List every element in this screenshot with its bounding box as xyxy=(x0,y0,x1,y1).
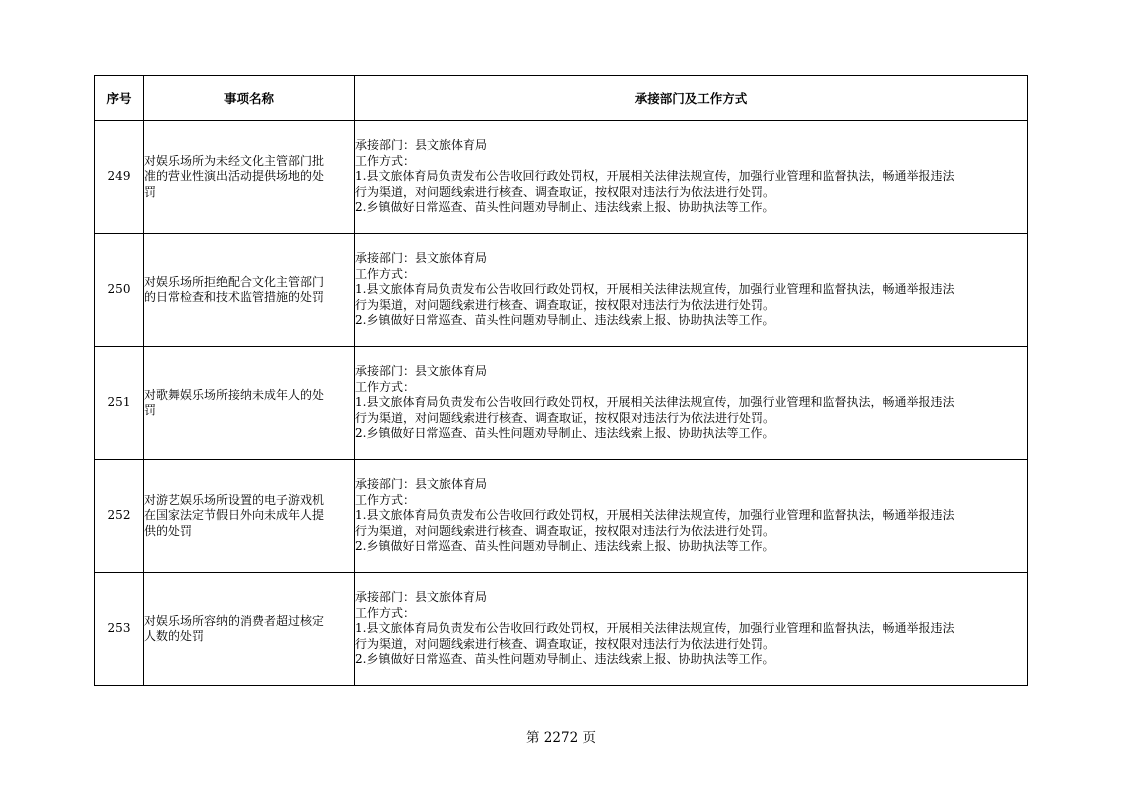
item-line: 对游艺娱乐场所设置的电子游戏机 xyxy=(144,492,325,507)
dept-line: 1.县文旅体育局负责发布公告收回行政处罚权，开展相关法律法规宣传，加强行业管理和监督执法，畅通举报违法 xyxy=(355,508,955,523)
row-seq: 252 xyxy=(95,460,144,573)
row-seq: 253 xyxy=(95,573,144,686)
dept-line: 行为渠道，对问题线索进行核查、调查取证，按权限对违法行为依法进行处罚。 xyxy=(355,297,776,312)
item-line: 对歌舞娱乐场所接纳未成年人的处 xyxy=(144,387,325,402)
dept-line: 工作方式： xyxy=(355,605,416,620)
dept-line: 2.乡镇做好日常巡查、苗头性问题劝导制止、违法线索上报、协助执法等工作。 xyxy=(355,539,775,554)
dept-line: 1.县文旅体育局负责发布公告收回行政处罚权，开展相关法律法规宣传，加强行业管理和监督执法，畅通举报违法 xyxy=(355,621,955,636)
page-number: 第 2272 页 xyxy=(526,730,596,746)
header-row xyxy=(95,76,1028,121)
row-seq: 251 xyxy=(95,347,144,460)
dept-line: 行为渠道，对问题线索进行核查、调查取证，按权限对违法行为依法进行处罚。 xyxy=(355,523,776,538)
dept-line: 2.乡镇做好日常巡查、苗头性问题劝导制止、违法线索上报、协助执法等工作。 xyxy=(355,313,775,328)
item-line: 供的处罚 xyxy=(144,523,193,538)
row-dept-method xyxy=(355,573,1028,686)
item-line: 的日常检查和技术监管措施的处罚 xyxy=(144,290,325,304)
table-row xyxy=(95,234,1028,347)
dept-line: 行为渠道，对问题线索进行核查、调查取证，按权限对违法行为依法进行处罚。 xyxy=(355,636,776,651)
dept-line: 行为渠道，对问题线索进行核查、调查取证，按权限对违法行为依法进行处罚。 xyxy=(355,410,776,425)
item-line: 在国家法定节假日外向未成年人提 xyxy=(144,508,325,523)
dept-line: 1.县文旅体育局负责发布公告收回行政处罚权，开展相关法律法规宣传，加强行业管理和监督执法，畅通举报违法 xyxy=(355,282,955,297)
dept-line: 2.乡镇做好日常巡查、苗头性问题劝导制止、违法线索上报、协助执法等工作。 xyxy=(355,426,775,441)
dept-line: 承接部门：县文旅体育局 xyxy=(355,251,488,266)
table-row xyxy=(95,121,1028,234)
item-line: 人数的处罚 xyxy=(144,629,205,643)
row-seq: 249 xyxy=(95,121,144,234)
table-row xyxy=(95,347,1028,460)
dept-line: 承接部门：县文旅体育局 xyxy=(355,477,488,492)
dept-line: 1.县文旅体育局负责发布公告收回行政处罚权，开展相关法律法规宣传，加强行业管理和监督执法，畅通举报违法 xyxy=(355,169,955,184)
table-row xyxy=(95,573,1028,686)
header-seq: 序号 xyxy=(95,76,144,121)
table-row xyxy=(95,460,1028,573)
header-item-name: 事项名称 xyxy=(144,76,355,121)
dept-line: 工作方式： xyxy=(355,153,416,168)
item-line: 准的营业性演出活动提供场地的处 xyxy=(144,169,325,184)
row-dept-method xyxy=(355,460,1028,573)
row-dept-method xyxy=(355,121,1028,234)
item-line: 罚 xyxy=(144,184,157,199)
dept-line: 承接部门：县文旅体育局 xyxy=(355,138,488,153)
matters-table xyxy=(94,75,1028,686)
item-line: 罚 xyxy=(144,403,157,417)
dept-line: 行为渠道，对问题线索进行核查、调查取证，按权限对违法行为依法进行处罚。 xyxy=(355,184,776,199)
dept-line: 承接部门：县文旅体育局 xyxy=(355,590,488,605)
header-dept-method: 承接部门及工作方式 xyxy=(355,76,1028,121)
dept-line: 2.乡镇做好日常巡查、苗头性问题劝导制止、违法线索上报、协助执法等工作。 xyxy=(355,200,775,215)
dept-line: 2.乡镇做好日常巡查、苗头性问题劝导制止、违法线索上报、协助执法等工作。 xyxy=(355,652,775,667)
item-line: 对娱乐场所容纳的消费者超过核定 xyxy=(144,613,325,628)
row-dept-method xyxy=(355,347,1028,460)
row-seq: 250 xyxy=(95,234,144,347)
item-line: 对娱乐场所为未经文化主管部门批 xyxy=(144,153,325,168)
row-item-name xyxy=(144,573,355,686)
row-dept-method xyxy=(355,234,1028,347)
dept-line: 1.县文旅体育局负责发布公告收回行政处罚权，开展相关法律法规宣传，加强行业管理和监督执法，畅通举报违法 xyxy=(355,395,955,410)
row-item-name xyxy=(144,234,355,347)
dept-line: 工作方式： xyxy=(355,266,416,281)
dept-line: 工作方式： xyxy=(355,379,416,394)
row-item-name xyxy=(144,460,355,573)
dept-line: 工作方式： xyxy=(355,492,416,507)
row-item-name xyxy=(144,347,355,460)
row-item-name xyxy=(144,121,355,234)
dept-line: 承接部门：县文旅体育局 xyxy=(355,364,488,379)
item-line: 对娱乐场所拒绝配合文化主管部门 xyxy=(144,274,325,289)
